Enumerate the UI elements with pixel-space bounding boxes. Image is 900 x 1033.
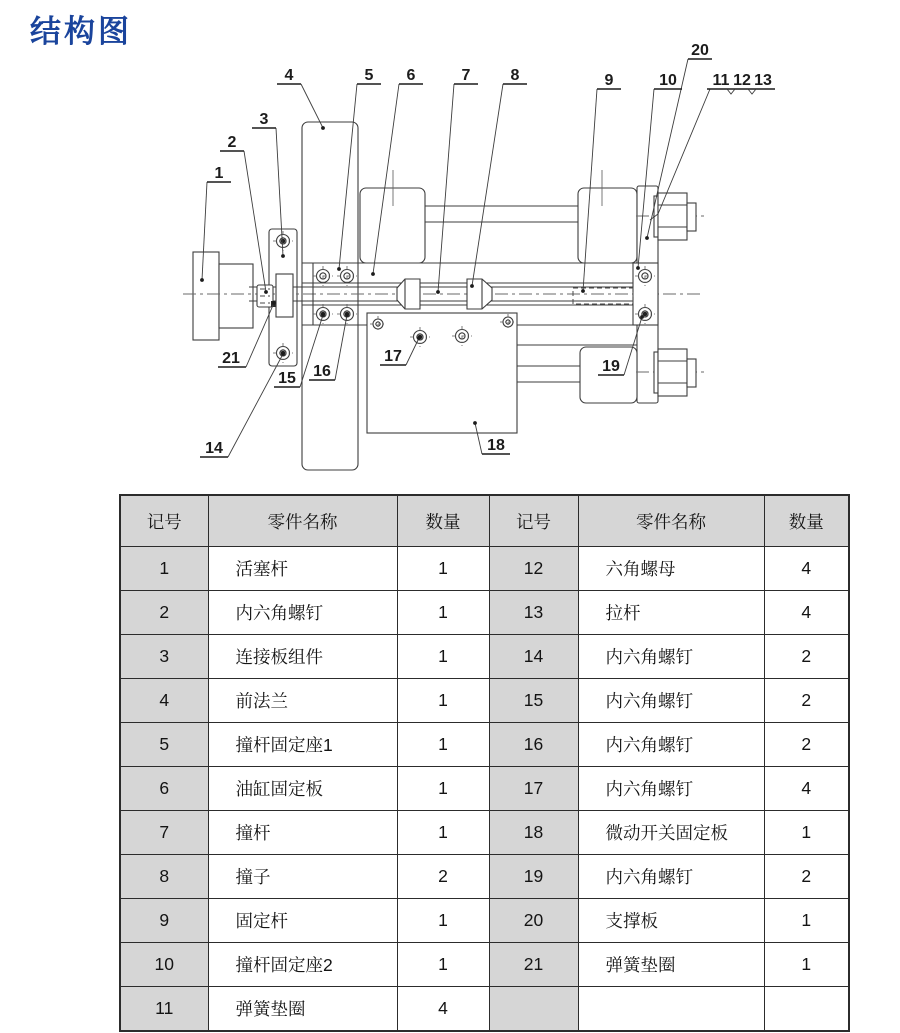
striker-mount-2 [633,263,658,325]
qty-cell: 1 [397,635,489,679]
part-no-cell: 16 [489,723,578,767]
qty-cell: 1 [397,679,489,723]
structure-diagram [0,0,900,492]
callout-label-9: 9 [604,72,614,89]
part-name-cell: 固定杆 [208,899,397,943]
piston-rod [193,252,253,340]
callout-label-8: 8 [510,67,520,84]
part-no-cell: 2 [120,591,208,635]
micro-switch-plate [367,313,517,433]
part-name-cell: 前法兰 [208,679,397,723]
part-name-cell: 拉杆 [578,591,764,635]
page-title: 结构图 [30,14,132,49]
callout-label-7: 7 [461,67,471,84]
part-name-cell: 弹簧垫圈 [578,943,764,987]
part-no-cell: 19 [489,855,578,899]
qty-cell: 1 [397,811,489,855]
part-no-cell: 18 [489,811,578,855]
qty-cell: 1 [397,547,489,591]
part-no-cell: 15 [489,679,578,723]
part-name-cell: 微动开关固定板 [578,811,764,855]
header-mark-no: 记号 [120,495,208,547]
callout-label-1: 1 [214,165,224,182]
part-name-cell [578,987,764,1032]
table-row [120,767,849,811]
part-no-cell: 10 [120,943,208,987]
part-no-cell [489,987,578,1032]
header-qty: 数量 [764,495,849,547]
shaft-hub [276,274,293,317]
part-name-cell: 油缸固定板 [208,767,397,811]
part-no-cell: 11 [120,987,208,1032]
header-part-name: 零件名称 [578,495,764,547]
table-row [120,591,849,635]
hex-nut-top [654,193,696,240]
part-name-cell: 内六角螺钉 [578,767,764,811]
header-qty: 数量 [397,495,489,547]
qty-cell: 2 [764,723,849,767]
part-no-cell: 14 [489,635,578,679]
qty-cell: 1 [764,899,849,943]
callout-label-11: 11 [712,72,730,89]
parts-table [119,494,850,1032]
part-name-cell: 内六角螺钉 [578,635,764,679]
part-no-cell: 12 [489,547,578,591]
header-mark-no: 记号 [489,495,578,547]
callout-label-12: 12 [733,72,751,89]
part-name-cell: 撞杆固定座2 [208,943,397,987]
qty-cell: 1 [397,899,489,943]
table-row [120,635,849,679]
table-row [120,723,849,767]
assembly-drawing [0,0,900,492]
part-name-cell: 内六角螺钉 [208,591,397,635]
part-no-cell: 3 [120,635,208,679]
part-name-cell: 六角螺母 [578,547,764,591]
part-name-cell: 内六角螺钉 [578,679,764,723]
part-no-cell: 8 [120,855,208,899]
qty-cell: 2 [764,635,849,679]
part-no-cell: 20 [489,899,578,943]
callout-label-20: 20 [691,42,709,59]
qty-cell: 1 [397,943,489,987]
part-no-cell: 7 [120,811,208,855]
part-no-cell: 6 [120,767,208,811]
qty-cell: 4 [764,547,849,591]
callout-label-6: 6 [406,67,416,84]
part-no-cell: 17 [489,767,578,811]
callout-label-19: 19 [602,358,620,375]
qty-cell: 1 [397,723,489,767]
part-no-cell: 1 [120,547,208,591]
table-row [120,855,849,899]
cylinder-block-right [578,170,637,263]
part-name-cell: 支撑板 [578,899,764,943]
table-header-row [120,495,849,547]
table-row [120,679,849,723]
part-no-cell: 13 [489,591,578,635]
header-part-name: 零件名称 [208,495,397,547]
qty-cell: 4 [764,767,849,811]
table-row [120,899,849,943]
callout-label-16: 16 [313,363,331,380]
callout-label-17: 17 [384,348,402,365]
callout-label-4: 4 [284,67,294,84]
part-name-cell: 撞子 [208,855,397,899]
callout-label-10: 10 [659,72,677,89]
qty-cell: 4 [397,987,489,1032]
qty-cell: 4 [764,591,849,635]
callout-label-5: 5 [364,67,374,84]
qty-cell: 1 [764,811,849,855]
front-flange [302,122,358,470]
table-row [120,811,849,855]
qty-cell: 2 [764,855,849,899]
qty-cell: 1 [397,591,489,635]
callout-label-3: 3 [259,111,269,128]
callout-label-2: 2 [227,134,237,151]
part-name-cell: 弹簧垫圈 [208,987,397,1032]
qty-cell: 1 [764,943,849,987]
part-no-cell: 5 [120,723,208,767]
callout-label-13: 13 [754,72,772,89]
part-name-cell: 撞杆固定座1 [208,723,397,767]
part-name-cell: 撞杆 [208,811,397,855]
qty-cell [764,987,849,1032]
part-name-cell: 内六角螺钉 [578,723,764,767]
callout-label-14: 14 [205,440,223,457]
callout-label-15: 15 [278,370,296,387]
part-no-cell: 21 [489,943,578,987]
qty-cell: 2 [397,855,489,899]
qty-cell: 1 [397,767,489,811]
callout-label-18: 18 [487,437,505,454]
part-no-cell: 4 [120,679,208,723]
table-row [120,943,849,987]
cylinder-block-left [360,170,425,263]
tie-rod-top [425,206,578,222]
part-name-cell: 内六角螺钉 [578,855,764,899]
callout-label-21: 21 [222,350,240,367]
part-name-cell: 连接板组件 [208,635,397,679]
table-row [120,547,849,591]
part-no-cell: 9 [120,899,208,943]
qty-cell: 2 [764,679,849,723]
part-name-cell: 活塞杆 [208,547,397,591]
hex-nut-bottom [654,349,696,396]
table-row [120,987,849,1032]
